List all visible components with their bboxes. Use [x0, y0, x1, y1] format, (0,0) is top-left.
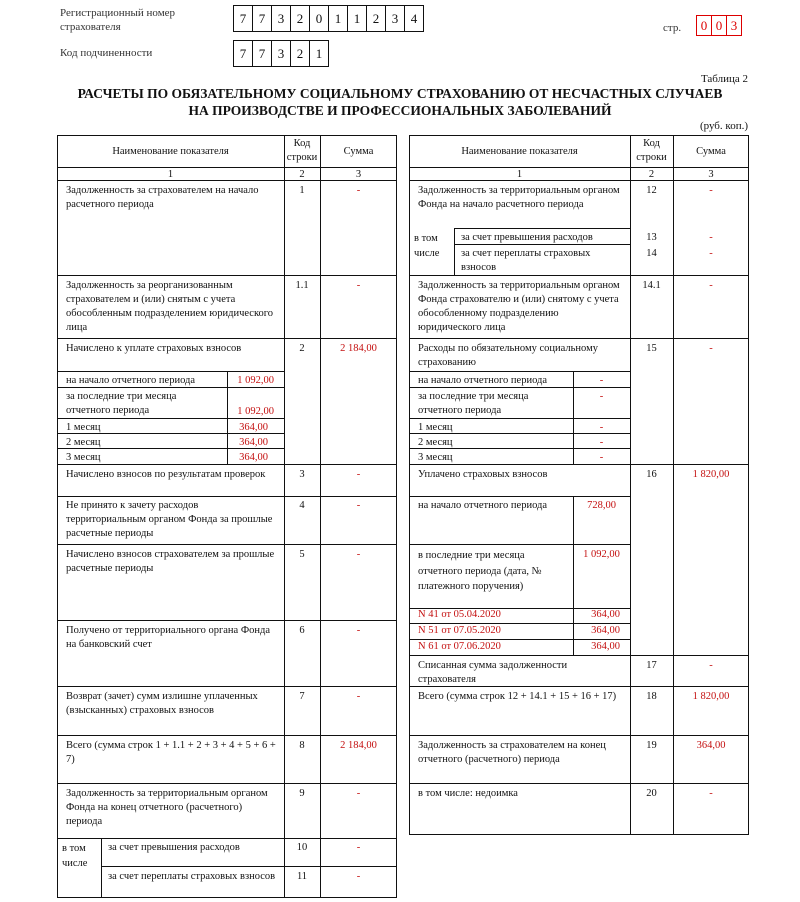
row-value: -: [356, 842, 361, 853]
sub-row-label: за последние три месяца отчетного периода: [418, 391, 529, 416]
payment-order: N 61 от 07.06.2020: [418, 641, 501, 652]
col-name-header: Наименование показателя: [112, 146, 229, 157]
reg-digit: 3: [386, 6, 405, 31]
row-label: Не принято к зачету расходов территориальным органом Фонда за прошлые расчетные периоды: [66, 500, 273, 539]
row-value: -: [356, 625, 361, 636]
row-label: Задолженность за территориальным органом Фонда на начало расчетного периода: [418, 185, 620, 210]
row-code: 14: [646, 248, 657, 259]
sub-row-value: 1 092,00: [237, 406, 274, 417]
row-label: Всего (сумма строк 1 + 1.1 + 2 + 3 + 4 + 5 + 6 + 7): [66, 740, 276, 765]
sub-row-label: на начало отчетного периода: [418, 375, 548, 386]
row-value: -: [709, 788, 713, 799]
row-label: Начислено взносов по результатам проверок: [66, 469, 266, 480]
row-code: 10: [296, 842, 308, 853]
row-code: 1: [299, 185, 305, 196]
row-label: Задолженность за реорганизованным страхователем и (или) снятым с учета обособленным подразделением юридического лица: [66, 280, 274, 333]
row-label: Задолженность за страхователем на начало расчетного периода: [66, 185, 259, 210]
reg-digit: 2: [291, 6, 310, 31]
row-label: Всего (сумма строк 12 + 14.1 + 15 + 16 + 17): [418, 691, 617, 702]
row-value: -: [356, 549, 361, 560]
reg-digit: 7: [253, 6, 272, 31]
row-code: 12: [646, 185, 657, 196]
row-code: 1.1: [295, 280, 309, 291]
row-label: Получено от территориального органа Фонда на банковский счет: [66, 625, 270, 650]
col-name-header: Наименование показателя: [461, 146, 578, 157]
row-code: 15: [646, 343, 657, 354]
row-value: -: [709, 248, 713, 259]
page-number-boxes: [696, 15, 742, 36]
row-code: 20: [646, 788, 657, 799]
sub-row-label: 1 месяц: [66, 422, 101, 433]
row-value: -: [356, 185, 361, 196]
row-code: 9: [299, 788, 305, 799]
row-code: 2: [299, 343, 305, 354]
row-code: 7: [299, 691, 305, 702]
row-code: 14.1: [642, 280, 661, 291]
col-number: 3: [708, 169, 714, 180]
reg-digit: 0: [310, 6, 329, 31]
row-label: Начислено к уплате страховых взносов: [66, 343, 242, 354]
row-label: Возврат (зачет) сумм излишне уплаченных (взысканных) страховых взносов: [66, 691, 258, 716]
reg-number-label: Регистрационный номер страхователя: [60, 7, 176, 33]
row-value: -: [709, 660, 713, 671]
col-code-header: Код строки: [636, 138, 667, 163]
sub-row-label: на начало отчетного периода: [418, 500, 548, 511]
row-value: -: [709, 232, 713, 243]
payment-order: N 41 от 05.04.2020: [418, 609, 501, 620]
row-value: -: [356, 788, 361, 799]
sub-row-label: 3 месяц: [66, 452, 101, 463]
including-label: в том числе: [62, 843, 88, 869]
table-number: Таблица 2: [700, 73, 748, 85]
row-code: 13: [646, 232, 657, 243]
sub-row-value: -: [599, 452, 604, 463]
row-value: 1 820,00: [692, 691, 730, 702]
row-label: Задолженность за страхователем на конец отчетного (расчетного) периода: [418, 740, 606, 765]
row-label: Задолженность за территориальным органом Фонда на конец отчетного (расчетного) периода: [66, 788, 268, 827]
sub-row-label: 2 месяц: [66, 437, 101, 448]
col-code-header: Код строки: [286, 138, 318, 163]
row-label: за счет переплаты страховых взносов: [461, 248, 591, 273]
sub-row-value: 728,00: [587, 500, 616, 511]
row-code: 18: [646, 691, 657, 702]
sub-digit: 7: [234, 41, 253, 66]
page-title: РАСЧЕТЫ ПО ОБЯЗАТЕЛЬНОМУ СОЦИАЛЬНОМУ СТРАХОВАНИЮ ОТ НЕСЧАСТНЫХ СЛУЧАЕВ: [77, 86, 723, 101]
row-label: Начислено взносов страхователем за прошлые расчетные периоды: [66, 549, 275, 574]
sub-digit: 7: [253, 41, 272, 66]
row-value: 2 184,00: [340, 740, 377, 751]
row-label: за счет превышения расходов: [108, 842, 240, 853]
col-sum-header: Сумма: [696, 146, 726, 157]
row-label: Списанная сумма задолженности страхователя: [418, 660, 568, 685]
payment-order: N 51 от 07.05.2020: [418, 625, 501, 636]
sub-row-value: 364,00: [239, 452, 268, 463]
row-code: 3: [299, 469, 305, 480]
row-code: 4: [299, 500, 305, 511]
sub-row-label: 2 месяц: [418, 437, 453, 448]
reg-digit: 2: [367, 6, 386, 31]
payment-value: 364,00: [591, 641, 620, 652]
page-digit: 0: [697, 16, 712, 35]
including-label: в том числе: [414, 233, 440, 259]
row-value: -: [356, 280, 361, 291]
row-label: за счет переплаты страховых взносов: [108, 871, 276, 882]
row-value: 1 820,00: [692, 469, 730, 480]
sub-code-boxes: [233, 40, 329, 67]
row-value: -: [356, 691, 361, 702]
reg-digit: 1: [329, 6, 348, 31]
row-code: 8: [299, 740, 305, 751]
sub-row-label: 3 месяц: [418, 452, 453, 463]
row-code: 6: [299, 625, 305, 636]
sub-row-label: за последние три месяца отчетного периода: [66, 391, 177, 416]
sub-row-value: -: [599, 375, 604, 386]
sub-row-value: 1 092,00: [583, 549, 620, 560]
reg-number-boxes: [233, 5, 424, 32]
row-value: -: [356, 469, 361, 480]
reg-digit: 7: [234, 6, 253, 31]
col-sum-header: Сумма: [343, 146, 374, 157]
row-value: -: [356, 871, 361, 882]
sub-digit: 2: [291, 41, 310, 66]
sub-row-value: 364,00: [239, 422, 268, 433]
row-code: 11: [296, 871, 308, 882]
row-code: 19: [646, 740, 657, 751]
sub-digit: 3: [272, 41, 291, 66]
sub-digit: 1: [315, 45, 323, 61]
row-code: 5: [299, 549, 305, 560]
page-label: стр.: [663, 22, 682, 34]
row-value: -: [709, 343, 713, 354]
payment-value: 364,00: [591, 625, 620, 636]
payment-value: 364,00: [591, 609, 620, 620]
row-label: за счет превышения расходов: [461, 232, 593, 243]
row-label: Задолженность за территориальным органом Фонда страхователю и (или) снятому с учета обособленному подразделению юридического лица: [418, 280, 620, 333]
row-code: 16: [646, 469, 657, 480]
col-number: 1: [516, 169, 523, 180]
sub-row-label: 1 месяц: [418, 422, 453, 433]
sub-code-label: Код подчиненности: [60, 47, 153, 59]
reg-digit: 1: [348, 6, 367, 31]
page-subtitle: НА ПРОИЗВОДСТВЕ И ПРОФЕССИОНАЛЬНЫХ ЗАБОЛЕВАНИЙ: [188, 103, 612, 118]
units-note: (руб. коп.): [699, 120, 748, 132]
col-number: 2: [299, 169, 305, 180]
sub-row-label: на начало отчетного периода: [66, 375, 196, 386]
sub-row-label: в последние три месяца отчетного периода (дата, № платежного поручения): [418, 550, 542, 592]
row-label: Расходы по обязательному социальному страхованию: [418, 343, 598, 368]
reg-digit: 3: [272, 6, 291, 31]
row-code: 17: [646, 660, 657, 671]
col-number: 2: [648, 169, 655, 180]
row-label: в том числе: недоимка: [418, 788, 518, 799]
col-number: 3: [355, 169, 362, 180]
row-value: -: [356, 500, 361, 511]
row-value: -: [709, 280, 713, 291]
row-value: 2 184,00: [340, 343, 377, 354]
page-digit: 0: [712, 16, 727, 35]
sub-row-value: -: [599, 437, 604, 448]
sub-row-value: 364,00: [239, 437, 268, 448]
reg-digit: 4: [410, 10, 418, 26]
sub-row-value: -: [599, 391, 604, 402]
row-value: -: [709, 185, 713, 196]
sub-row-value: -: [599, 422, 604, 433]
row-value: 364,00: [696, 740, 726, 751]
sub-row-value: 1 092,00: [237, 375, 274, 386]
page-digit: 3: [730, 17, 738, 33]
row-label: Уплачено страховых взносов: [418, 469, 548, 480]
col-number: 1: [167, 169, 174, 180]
